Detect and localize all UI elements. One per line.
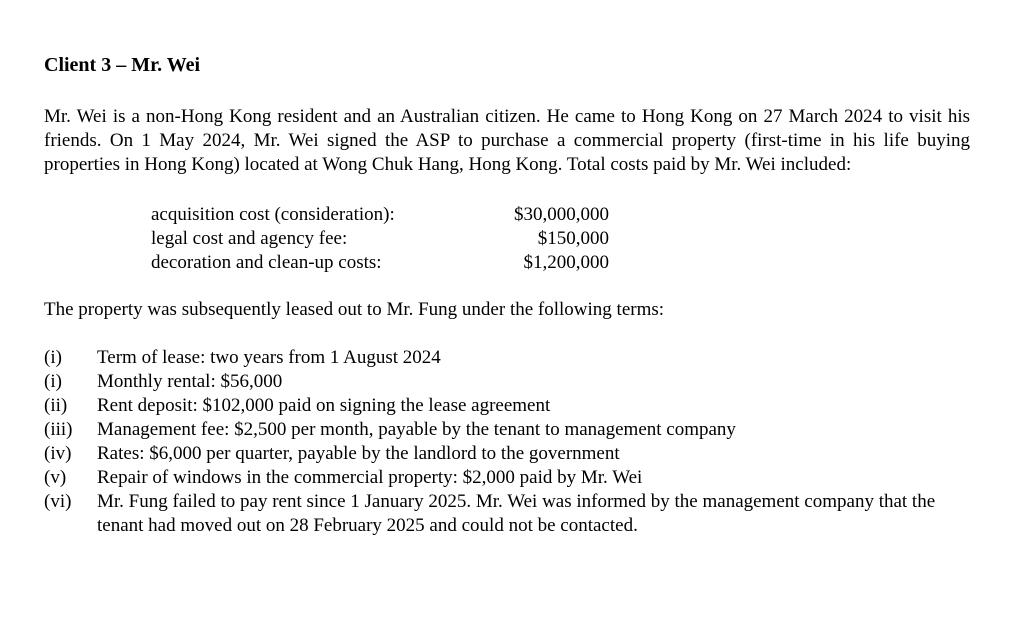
list-item — [44, 442, 974, 466]
list-item — [44, 418, 974, 442]
cost-row — [151, 203, 609, 227]
term-number: (i) — [44, 347, 62, 368]
term-text: Term of lease: two years from 1 August 2024 — [97, 347, 441, 368]
term-text: Management fee: $2,500 per month, payable by the tenant to management company — [97, 419, 736, 440]
term-number: (iv) — [44, 443, 72, 464]
client-heading: Client 3 – Mr. Wei — [44, 54, 201, 76]
term-number: (i) — [44, 371, 62, 392]
term-number: (vi) — [44, 491, 72, 512]
document-page — [44, 52, 974, 538]
list-item — [44, 346, 974, 370]
term-text: Mr. Fung failed to pay rent since 1 January 2025. Mr. Wei was informed by the management company that the tenant had moved out on 28 February 2025 and could not be contacted. — [97, 491, 936, 536]
list-item — [44, 466, 974, 490]
term-number: (iii) — [44, 419, 73, 440]
list-item — [44, 370, 974, 394]
term-text: Repair of windows in the commercial property: $2,000 paid by Mr. Wei — [97, 467, 643, 488]
term-text: Rent deposit: $102,000 paid on signing the lease agreement — [97, 395, 551, 416]
cost-amount: $30,000,000 — [514, 204, 609, 225]
list-item — [44, 490, 974, 538]
intro-paragraph: Mr. Wei is a non-Hong Kong resident and an Australian citizen. He came to Hong Kong on 27 March 2024 to visit his friends. On 1 May 2024, Mr. Wei signed the ASP to purchase a commercial property (first-time in his life buying properties in Hong Kong) located at Wong Chuk Hang, Hong Kong. Total costs paid by Mr. Wei included: — [44, 106, 970, 175]
term-number: (ii) — [44, 395, 68, 416]
cost-row — [151, 251, 609, 275]
term-text: Rates: $6,000 per quarter, payable by the landlord to the government — [97, 443, 620, 464]
cost-row — [151, 227, 609, 251]
term-number: (v) — [44, 467, 67, 488]
list-item — [44, 394, 974, 418]
cost-amount: $150,000 — [537, 228, 609, 249]
cost-label: legal cost and agency fee: — [151, 228, 348, 249]
lease-terms-list — [44, 346, 974, 538]
cost-label: decoration and clean-up costs: — [151, 252, 382, 273]
costs-table — [151, 203, 609, 275]
cost-amount: $1,200,000 — [523, 252, 609, 273]
cost-label: acquisition cost (consideration): — [151, 204, 395, 225]
lease-intro-paragraph: The property was subsequently leased out to Mr. Fung under the following terms: — [44, 299, 665, 320]
term-text: Monthly rental: $56,000 — [97, 371, 283, 392]
